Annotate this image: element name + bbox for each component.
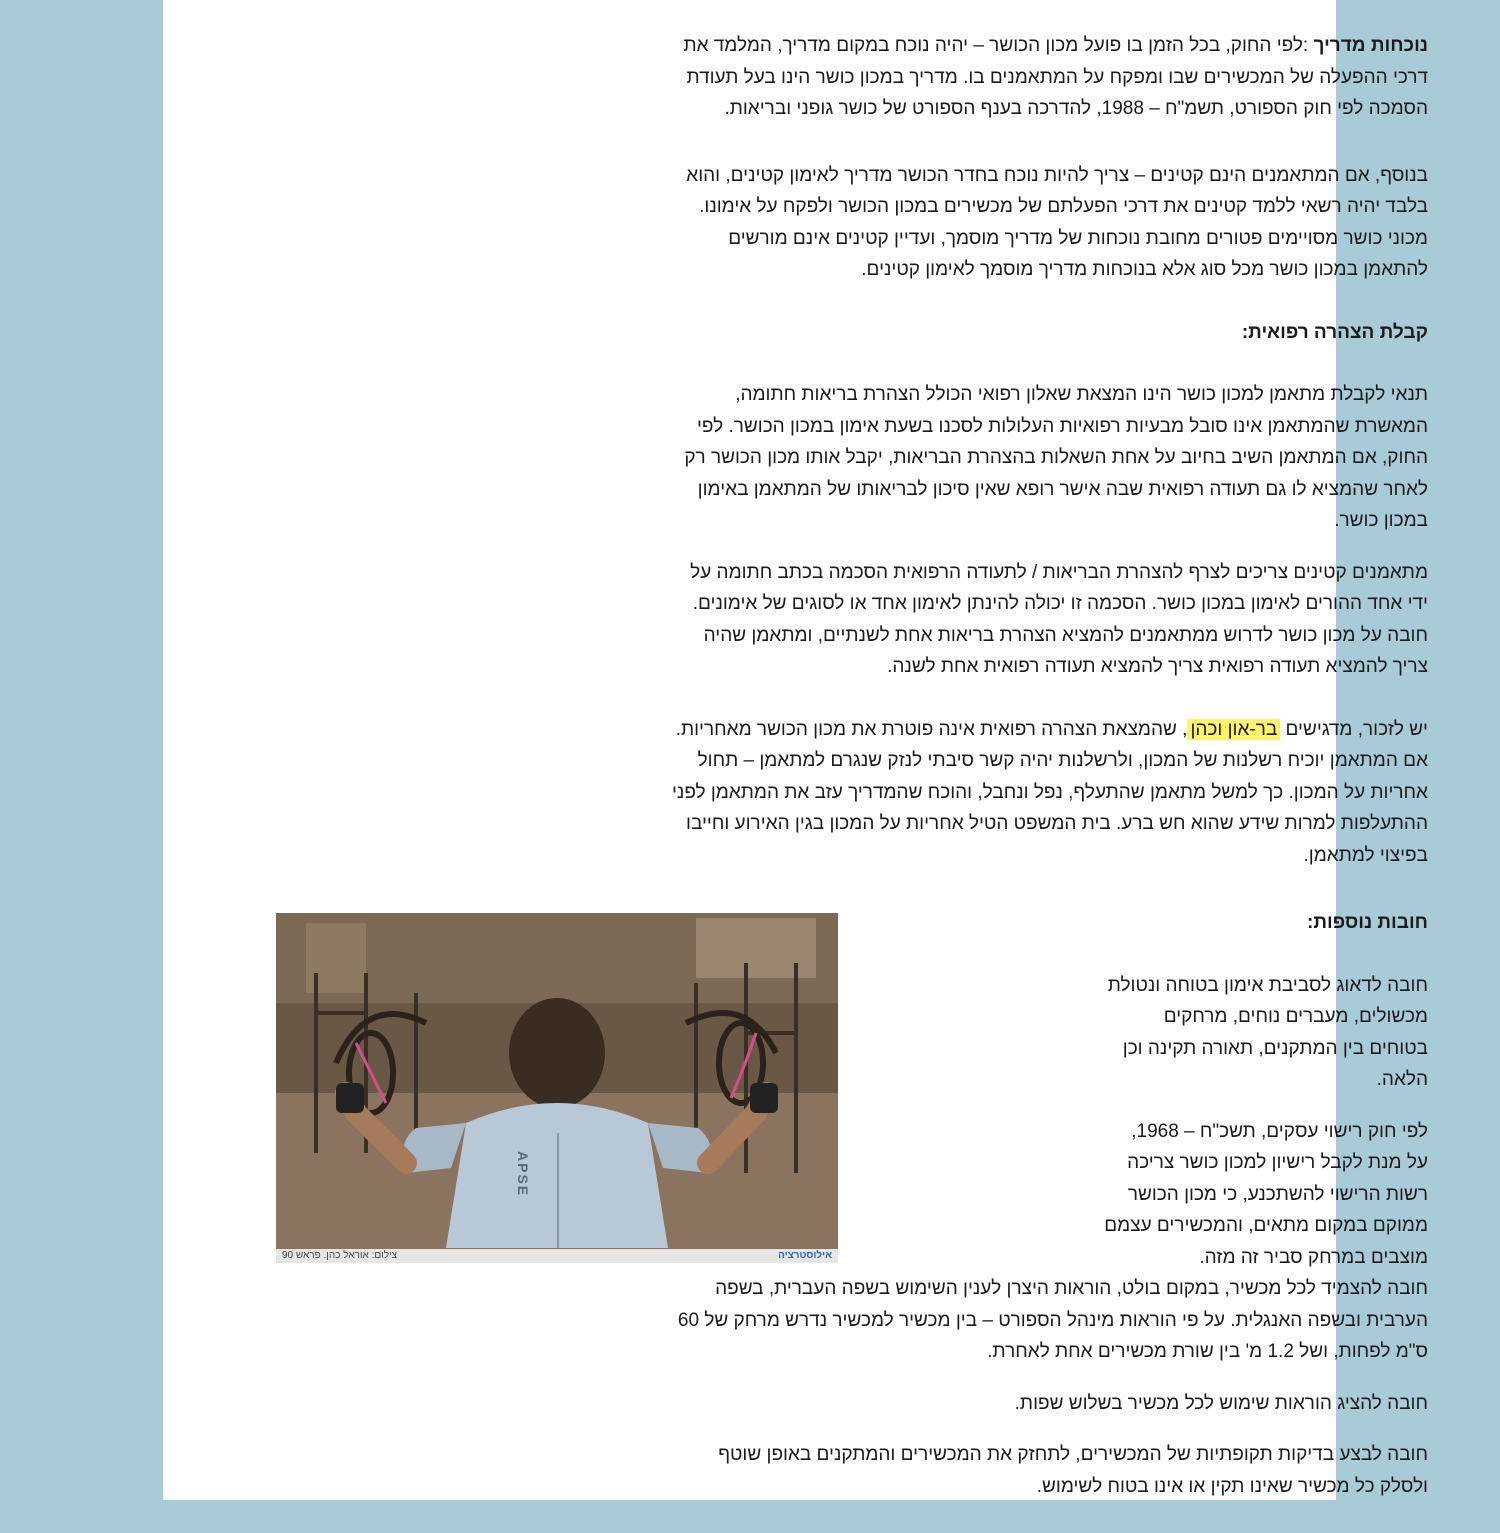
- gym-photo-figure: [276, 913, 838, 1263]
- paragraph-liability: יש לזכור, מדגישים בר-און וכהן, שהמצאת הצהרה רפואית אינה פוטרת את מכון הכושר מאחריות. אם המתאמן יוכיח רשלנות של המכון, ולרשלנות יהיה קשר סיבתי לנזק שנגרם למתאמן – תחול אחריות על המכון. כך למשל מתאמן שהתעלף, נפל ונחבל, והוכח שהמדריך עזב את המתאמן לפני ההתעלפות למרות שידע שהוא חש ברע. בית המשפט הטיל אחריות על המכון בגין האירוע וחייבו בפיצוי למתאמן.: [671, 718, 1428, 866]
- paragraph-minors: בנוסף, אם המתאמנים הינם קטינים – צריך להיות נוכח בחדר הכושר מדריך לאימון קטינים, והוא בלבד יהיה רשאי ללמד קטינים את דרכי הפעלתם של מכשירים במכון הכושר ולפקח על אימונו. מכוני כושר מסויימים פטורים מחובת נוכחות של מדריך מוסמך, ועדיין קטינים אינם מורשים להתאמן במכון כושר מכל סוג אלא בנוכחות מדריך מוסמך לאימון קטינים.: [686, 164, 1428, 280]
- highlighted-names: בר-און וכהן: [1187, 719, 1280, 740]
- paragraph-trainer-presence: נוכחות מדריך :לפי החוק, בכל הזמן בו פועל מכון הכושר – יהיה נוכח במקום מדריך, המלמד את דרכי ההפעלה של המכשירים שבו ומפקח על המתאמנים בו. מדריך במכון כושר הינו בעל תעודת הסמכה לפי חוק הספורט, תשמ"ח – 1988, להדרכה בענף הספורט של כושר גופני ובריאות.: [683, 35, 1428, 119]
- caption-credit: צילום: אוראל כהן. פראש 90: [282, 1250, 398, 1261]
- photo-caption: [276, 1249, 838, 1263]
- paragraph-medical-declaration: תנאי לקבלת מתאמן למכון כושר הינו המצאת שאלון רפואי הכולל הצהרת בריאות חתומה, המאשרת שהמתאמן אינו סובל מבעיות רפואיות העלולות לסכנו בשעת אימון במכון הכושר. לפי החוק, אם המתאמן השיב בחיוב על אחת השאלות בהצהרת הבריאות, יקבל אותו מכון הכושר רק לאחר שהמציא לו גם תעודה רפואית שבה אישר רופא שאין סיכון לבריאותו של המתאמן באימון במכון כושר.: [684, 384, 1428, 531]
- trainer-label: נוכחות מדריך: [1313, 35, 1428, 56]
- paragraph-licensing: לפי חוק רישוי עסקים, תשכ"ח – 1968, על מנת לקבל רישיון למכון כושר צריכה רשות הרישוי להשתכנע, כי מכון הכושר ממוקם במקום מתאים, והמכשירים עצמם מוצבים במרחק סביר זה מזה.: [1104, 1120, 1428, 1268]
- paragraph-safe-environment: חובה לדאוג לסביבת אימון בטוחה ונטולת מכשולים, מעברים נוחים, מרחקים בטוחים בין המתקנים, תאורה תקינה וכן הלאה.: [1107, 974, 1428, 1090]
- heading-medical-declaration: קבלת הצהרה רפואית:: [1241, 321, 1428, 343]
- additional-duties-block: [282, 907, 1428, 1273]
- paragraph-languages: חובה להציג הוראות שימוש לכל מכשיר בשלוש שפות.: [1014, 1392, 1428, 1414]
- additional-duties-column: [1028, 907, 1428, 1273]
- paragraph-manufacturer-instructions: חובה להצמיד לכל מכשיר, במקום בולט, הוראות היצרן לענין השימוש בשפה העברית, בשפה הערבית ובשפה האנגלית. על פי הוראות מינהל הספורט – בין מכשיר למכשיר נדרש מרחק של 60 ס"מ לפחות, ושל 1.2 מ' בין שורת מכשירים אחת לאחרת.: [677, 1278, 1428, 1362]
- paragraph-inspections: חובה לבצע בדיקות תקופתיות של המכשירים, לתחזק את המכשירים והמתקנים באופן שוטף ולסלק כל מכשיר שאינו תקין או אינו בטוח לשימוש.: [718, 1444, 1428, 1497]
- gym-photo: [276, 913, 838, 1249]
- shirt-text: APSE: [515, 1151, 531, 1198]
- caption-label: אילוסטרציה: [778, 1250, 832, 1261]
- gym-photo-illustration: [276, 913, 838, 1249]
- document-body: [282, 30, 1428, 1533]
- heading-additional-duties: חובות נוספות:: [1307, 912, 1428, 933]
- document-page: [163, 0, 1428, 1500]
- paragraph-minors-medical: מתאמנים קטינים צריכים לצרף להצהרת הבריאות / לתעודה הרפואית הסכמה בכתב חתומה על ידי אחד ההורים לאימון במכון כושר. הסכמה זו יכולה להינתן לאימון אחד או לסוגים של אימונים. חובה על מכון כושר לדרוש ממתאמנים להמציא הצהרת בריאות אחת לשנתיים, ומתאמן שהיה צריך להמציא תעודה רפואית צריך להמציא תעודה רפואית אחת לשנה.: [690, 561, 1428, 677]
